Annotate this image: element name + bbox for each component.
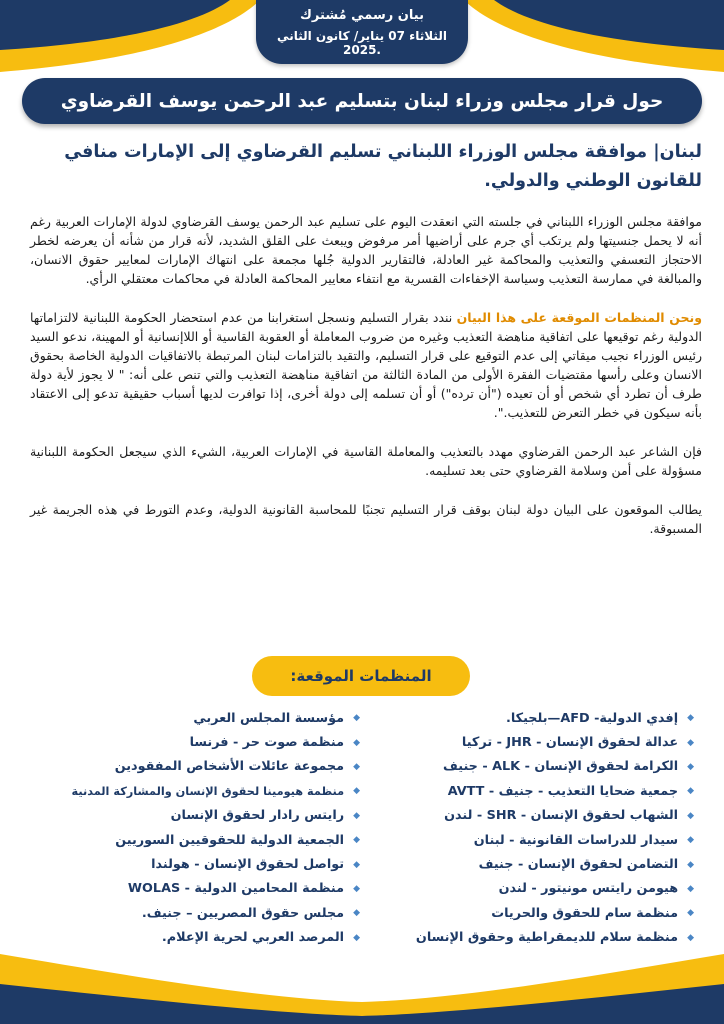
list-item: ◆ جمعية ضحايا التعذيب - جنيف - AVTT xyxy=(447,783,694,799)
statement-subtitle: لبنان| موافقة مجلس الوزراء اللبناني تسليم القرضاوي إلى الإمارات منافي للقانون الوطني والدولي. xyxy=(64,142,702,191)
list-item: ◆ سيدار للدراسات القانونية - لبنان xyxy=(473,832,694,848)
paragraph-4: يطالب الموقعون على البيان دولة لبنان بوقف قرار التسليم تجنبًا للمحاسبة القانونية الدولية، وعدم التورط في هذه الجريمة غير المسبوقة. xyxy=(30,502,702,536)
list-item: ◆ منظمة سلام للديمقراطية وحقوق الإنسان xyxy=(415,930,694,946)
diamond-bullet-icon: ◆ xyxy=(353,883,360,894)
signatories-list-right xyxy=(372,706,694,950)
diamond-bullet-icon: ◆ xyxy=(687,713,694,724)
list-item: ◆ التضامن لحقوق الإنسان - جنيف xyxy=(478,857,694,873)
diamond-bullet-icon: ◆ xyxy=(687,835,694,846)
list-item: ◆ هيومن رايتس مونيتور - لندن xyxy=(498,881,694,897)
list-item: ◆ إفدي الدولية- AFD—بلجيكا. xyxy=(505,710,694,726)
diamond-bullet-icon: ◆ xyxy=(687,786,694,797)
diamond-bullet-icon: ◆ xyxy=(687,883,694,894)
list-item: ◆ الجمعية الدولية للحقوقيين السوريين xyxy=(115,832,360,848)
diamond-bullet-icon: ◆ xyxy=(353,859,360,870)
list-item: ◆ الكرامة لحقوق الإنسان - ALK - جنيف xyxy=(442,759,694,775)
diamond-bullet-icon: ◆ xyxy=(353,786,360,797)
paragraph-3: فإن الشاعر عبد الرحمن القرضاوي مهدد بالتعذيب والمعاملة القاسية في الإمارات العربية، الشيء الذي سيجعل الحكومة اللبنانية مسؤولة على أمن وسلامة القرضاوي حتى بعد تسليمه. xyxy=(30,444,702,478)
diamond-bullet-icon: ◆ xyxy=(353,761,360,772)
list-item: ◆ الشهاب لحقوق الإنسان - SHR - لندن xyxy=(444,808,694,824)
diamond-bullet-icon: ◆ xyxy=(687,908,694,919)
statement-body xyxy=(30,138,702,558)
list-item: ◆ مجلس حقوق المصريين – جنيف. xyxy=(141,905,360,921)
bottom-wave-decoration xyxy=(0,944,724,1024)
diamond-bullet-icon: ◆ xyxy=(687,810,694,821)
list-item: ◆ رايتس رادار لحقوق الإنسان xyxy=(170,808,360,824)
statement-date: الثلاثاء 07 يناير/ كانون الثاني 2025. xyxy=(277,29,447,57)
page-title: حول قرار مجلس وزراء لبنان بتسليم عبد الرحمن يوسف القرضاوي xyxy=(22,78,702,124)
list-item: ◆ مجموعة عائلات الأشخاص المفقودين xyxy=(114,759,360,775)
list-item: ◆ منظمة المحامين الدولية - WOLAS xyxy=(127,881,360,897)
diamond-bullet-icon: ◆ xyxy=(687,737,694,748)
diamond-bullet-icon: ◆ xyxy=(353,835,360,846)
diamond-bullet-icon: ◆ xyxy=(687,859,694,870)
diamond-bullet-icon: ◆ xyxy=(353,908,360,919)
list-item: ◆ تواصل لحقوق الإنسان - هولندا xyxy=(151,857,360,873)
diamond-bullet-icon: ◆ xyxy=(353,737,360,748)
signatories-list-left xyxy=(30,706,360,950)
diamond-bullet-icon: ◆ xyxy=(353,810,360,821)
list-item: ◆ عدالة لحقوق الإنسان - JHR - تركيا xyxy=(461,735,694,751)
paragraph-2 xyxy=(30,308,702,422)
list-item: ◆ منظمة هيومينا لحقوق الإنسان والمشاركة المدنية xyxy=(71,784,360,798)
paragraph-1: موافقة مجلس الوزراء اللبناني في جلسته التي انعقدت اليوم على تسليم عبد الرحمن يوسف القرضاوي لدولة الإمارات العربية رغم أنه لا يحمل جنسيتها ولم يرتكب أي جرم على أراضيها أمر مرفوض ويبعث على القلق الشديد، لأنه قرار من شأنه أن يعرضه لخطر الاحتجاز التعسفي والتعذيب والمحاكمة غير العادلة، فالتقارير الدولية جُلها مجمعة على انتهاك الإمارات لمعايير حقوق الانسان، والمبالغة في ممارسة التعذيب وسياسة الإخفاءات القسرية مع انتفاء معايير المحاكمة العادلة في محاكمات معتقلي الرأي. xyxy=(30,214,702,286)
paragraph-2-text: نندد بقرار التسليم ونسجل استغرابنا من عدم استحضار الحكومة اللبنانية لالتزاماتها الدولية رغم توقيعها على اتفاقية مناهضة التعذيب وغيره من ضروب المعاملة أو العقوبة القاسية أو اللاإنسانية أو المهينة، ندعو السيد رئيس الوزراء نجيب ميقاتي إلى عدم التوقيع على قرار التسليم، والتقيد بالتزامات لبنان المرتبطة بالاتفاقيات الدولية الخاصة بحقوق الانسان وعلى رأسها مقتضيات الفقرة الأولى من المادة الثالثة من اتفاقية مناهضة التعذيب والتي تنص على أنه: " لا يجوز لأية دولة طرف أن تطرد أي شخص أو أن تعيده ("أن ترده") أو أن تسلمه إلى دولة أخرى، إذا توافرت لديها أسباب حقيقية تدعو إلى الاعتقاد بأنه سيكون في خطر التعرض للتعذيب.". xyxy=(30,310,702,420)
list-item: ◆ مؤسسة المجلس العربي xyxy=(193,710,360,726)
list-item: ◆ منظمة سام للحقوق والحريات xyxy=(491,905,694,921)
list-item: ◆ المرصد العربي لحرية الإعلام. xyxy=(161,930,360,946)
diamond-bullet-icon: ◆ xyxy=(687,761,694,772)
diamond-bullet-icon: ◆ xyxy=(353,713,360,724)
statement-header xyxy=(256,0,468,64)
statement-type: بيان رسمي مُشترك xyxy=(300,8,424,23)
paragraph-2-highlight: ونحن المنظمات الموقعة على هذا البيان xyxy=(456,310,702,325)
diamond-bullet-icon: ◆ xyxy=(353,932,360,943)
diamond-bullet-icon: ◆ xyxy=(687,932,694,943)
list-item: ◆ منظمة صوت حر - فرنسا xyxy=(189,735,360,751)
signatories-heading: المنظمات الموقعة: xyxy=(252,656,470,696)
